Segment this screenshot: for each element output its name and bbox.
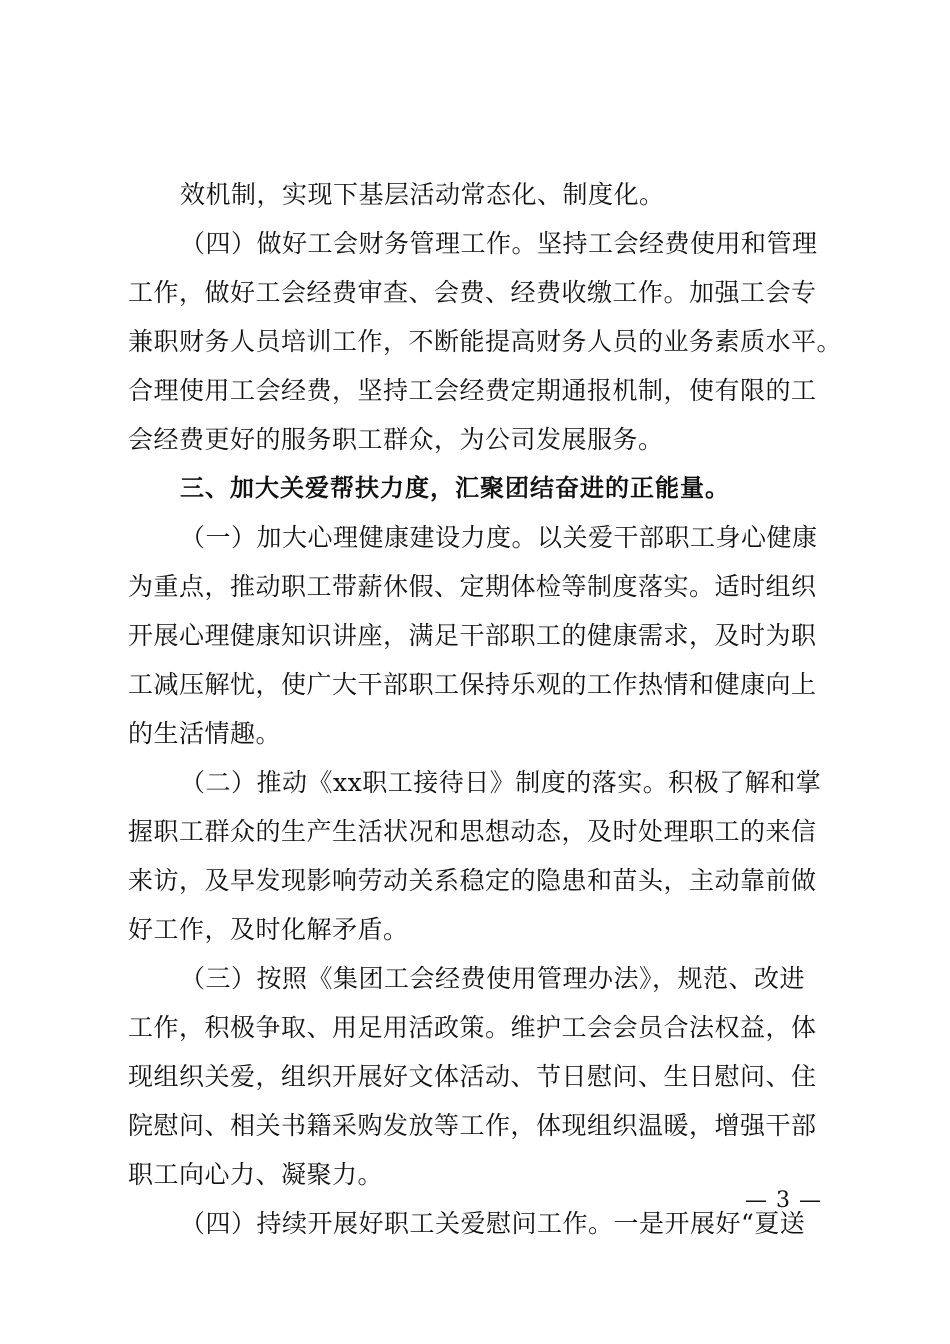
text-line: 来访，及早发现影响劳动关系稳定的隐患和苗头，主动靠前做 [128,866,817,895]
text-line: （四）做好工会财务管理工作。坚持工会经费使用和管理 [180,229,818,258]
text-line: （三）按照《集团工会经费使用管理办法》，规范、改进 [180,964,806,993]
text-line: 合理使用工会经费，坚持工会经费定期通报机制，使有限的工 [128,376,817,405]
text-line: （一）加大心理健康建设力度。以关爱干部职工身心健康 [180,523,818,552]
text-line: 现组织关爱，组织开展好文体活动、节日慰问、生日慰问、住 [128,1062,817,1091]
text-line: 效机制，实现下基层活动常态化、制度化。 [180,180,665,209]
text-line: 工作，积极争取、用足用活政策。维护工会会员合法权益，体 [128,1013,817,1042]
text-line: 为重点，推动职工带薪休假、定期体检等制度落实。适时组织 [128,572,817,601]
text-line: 好工作，及时化解矛盾。 [128,915,409,944]
text-line: 的生活情趣。 [128,719,282,748]
page-number: — 3 — [745,1188,822,1213]
text-line: 开展心理健康知识讲座，满足干部职工的健康需求，及时为职 [128,621,817,650]
text-line: （二）推动《xx职工接待日》制度的落实。积极了解和掌 [180,768,822,797]
section-heading: 三、加大关爱帮扶力度，汇聚团结奋进的正能量。 [180,474,730,502]
text-line: 工减压解忧，使广大干部职工保持乐观的工作热情和健康向上 [128,670,817,699]
body-text [128,170,843,1248]
text-line: 职工向心力、凝聚力。 [128,1160,384,1189]
text-line: 兼职财务人员培训工作，不断能提高财务人员的业务素质水平。 [128,327,843,356]
text-line: 工作，做好工会经费审查、会费、经费收缴工作。加强工会专 [128,278,817,307]
text-line: （四）持续开展好职工关爱慰问工作。一是开展好“夏送 [180,1209,806,1238]
text-line: 会经费更好的服务职工群众，为公司发展服务。 [128,425,664,454]
text-line: 握职工群众的生产生活状况和思想动态，及时处理职工的来信 [128,817,817,846]
text-line: 院慰问、相关书籍采购发放等工作，体现组织温暖，增强干部 [128,1111,817,1140]
